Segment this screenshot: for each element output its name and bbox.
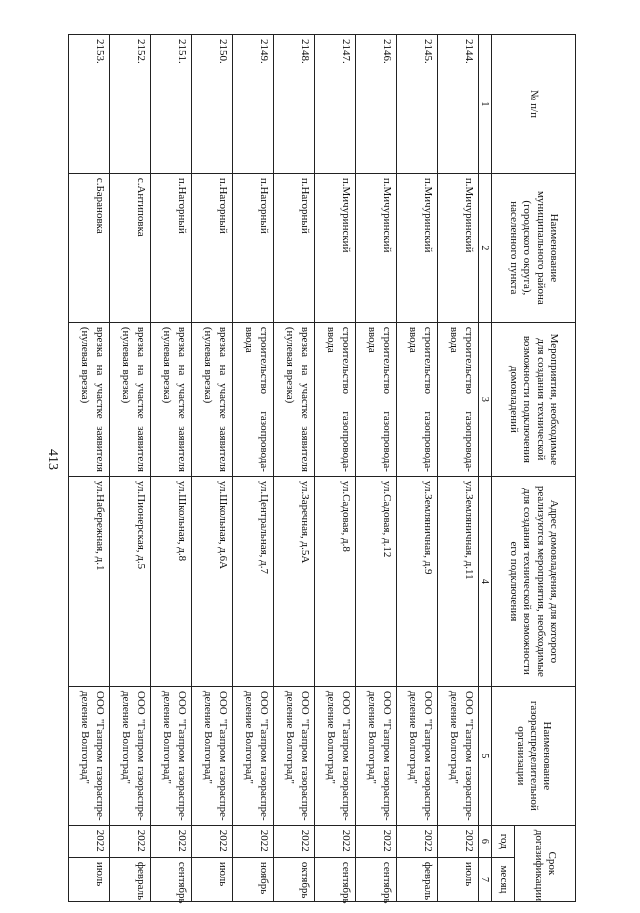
column-number: 2 <box>479 173 492 322</box>
row-number: 2147. <box>315 35 356 174</box>
column-number: 4 <box>479 476 492 686</box>
column-number: 7 <box>479 857 492 901</box>
activity-cell: строительство газопровода-ввода <box>233 322 274 476</box>
organization-cell: ООО "Газпром газораспре-деление Волгоград" <box>356 686 397 825</box>
settlement-cell: п.Мичуринский <box>397 173 438 322</box>
year-cell: 2022 <box>110 825 151 857</box>
row-number: 2145. <box>397 35 438 174</box>
month-cell: сентябрь <box>356 857 397 901</box>
rotated-table-container <box>79 34 576 904</box>
header-deadline: Срок догазификации <box>515 825 576 901</box>
row-number: 2153. <box>69 35 110 174</box>
gasification-table <box>68 34 576 902</box>
settlement-cell: п.Мичуринский <box>315 173 356 322</box>
organization-cell: ООО "Газпром газораспре-деление Волгоград" <box>315 686 356 825</box>
organization-cell: ООО "Газпром газораспре-деление Волгоград" <box>438 686 479 825</box>
table-row <box>233 35 274 902</box>
table-row <box>192 35 233 902</box>
row-number: 2150. <box>192 35 233 174</box>
address-cell: ул.Земляничная, д.9 <box>397 476 438 686</box>
month-cell: июль <box>192 857 233 901</box>
year-cell: 2022 <box>192 825 233 857</box>
organization-cell: ООО "Газпром газораспре-деление Волгоград" <box>151 686 192 825</box>
organization-cell: ООО "Газпром газораспре-деление Волгоград" <box>274 686 315 825</box>
month-cell: сентябрь <box>315 857 356 901</box>
address-cell: ул.Школьная, д.6А <box>192 476 233 686</box>
month-cell: февраль <box>110 857 151 901</box>
address-cell: ул.Набережная, д.1 <box>69 476 110 686</box>
month-cell: февраль <box>397 857 438 901</box>
settlement-cell: п.Нагорный <box>192 173 233 322</box>
table-row <box>397 35 438 902</box>
month-cell: июль <box>438 857 479 901</box>
organization-cell: ООО "Газпром газораспре-деление Волгоград" <box>69 686 110 825</box>
year-cell: 2022 <box>397 825 438 857</box>
settlement-cell: п.Мичуринский <box>438 173 479 322</box>
row-number: 2146. <box>356 35 397 174</box>
settlement-cell: с.Антиповка <box>110 173 151 322</box>
activity-cell: строительство газопровода-ввода <box>356 322 397 476</box>
settlement-cell: п.Нагорный <box>151 173 192 322</box>
address-cell: ул.Центральная, д.7 <box>233 476 274 686</box>
row-number: 2151. <box>151 35 192 174</box>
year-cell: 2022 <box>438 825 479 857</box>
header-row <box>515 35 576 902</box>
year-cell: 2022 <box>356 825 397 857</box>
row-number: 2152. <box>110 35 151 174</box>
activity-cell: врезка на участке заявителя (нулевая врезка) <box>110 322 151 476</box>
header-address: Адрес домовладения, для которого реализуются мероприятия, необходимые для создания технической возможности его подключения <box>492 476 576 686</box>
row-number: 2144. <box>438 35 479 174</box>
month-cell: ноябрь <box>233 857 274 901</box>
month-cell: июль <box>69 857 110 901</box>
row-number: 2148. <box>274 35 315 174</box>
settlement-cell: п.Нагорный <box>274 173 315 322</box>
organization-cell: ООО "Газпром газораспре-деление Волгоград" <box>192 686 233 825</box>
activity-cell: строительство газопровода-ввода <box>315 322 356 476</box>
settlement-cell: п.Мичуринский <box>356 173 397 322</box>
header-activity: Мероприятия, необходимые для создания технической возможности подключения домовладений <box>492 322 576 476</box>
table-row <box>438 35 479 902</box>
header-settlement: Наименование муниципального района (городского округа), населенного пункта <box>492 173 576 322</box>
header-year: год <box>492 825 515 857</box>
year-cell: 2022 <box>151 825 192 857</box>
activity-cell: врезка на участке заявителя (нулевая врезка) <box>69 322 110 476</box>
table-body <box>69 35 576 902</box>
header-organization: Наименование газораспределительной организации <box>492 686 576 825</box>
year-cell: 2022 <box>274 825 315 857</box>
table-row <box>69 35 110 902</box>
year-cell: 2022 <box>315 825 356 857</box>
activity-cell: строительство газопровода-ввода <box>397 322 438 476</box>
organization-cell: ООО "Газпром газораспре-деление Волгоград" <box>397 686 438 825</box>
month-cell: октябрь <box>274 857 315 901</box>
settlement-cell: с.Барановка <box>69 173 110 322</box>
address-cell: ул.Садовая, д.8 <box>315 476 356 686</box>
activity-cell: врезка на участке заявителя (нулевая врезка) <box>151 322 192 476</box>
address-cell: ул.Земляничная, д.11 <box>438 476 479 686</box>
header-month: месяц <box>492 857 515 901</box>
page-number: 413 <box>45 449 60 470</box>
activity-cell: врезка на участке заявителя (нулевая врезка) <box>192 322 233 476</box>
table-row <box>110 35 151 902</box>
header-no: № п/п <box>492 35 576 174</box>
address-cell: ул.Пионерская, д.5 <box>110 476 151 686</box>
row-number: 2149. <box>233 35 274 174</box>
address-cell: ул.Заречная, д.5А <box>274 476 315 686</box>
table-row <box>315 35 356 902</box>
table-row <box>356 35 397 902</box>
month-cell: сентябрь <box>151 857 192 901</box>
address-cell: ул.Школьная, д.8 <box>151 476 192 686</box>
settlement-cell: п.Нагорный <box>233 173 274 322</box>
column-number: 3 <box>479 322 492 476</box>
year-cell: 2022 <box>233 825 274 857</box>
organization-cell: ООО "Газпром газораспре-деление Волгоград" <box>233 686 274 825</box>
activity-cell: строительство газопровода-ввода <box>438 322 479 476</box>
year-cell: 2022 <box>69 825 110 857</box>
address-cell: ул.Садовая, д.12 <box>356 476 397 686</box>
column-number: 5 <box>479 686 492 825</box>
column-number: 1 <box>479 35 492 174</box>
column-number: 6 <box>479 825 492 857</box>
table-row <box>274 35 315 902</box>
column-number-row <box>479 35 492 902</box>
table-row <box>151 35 192 902</box>
organization-cell: ООО "Газпром газораспре-деление Волгоград" <box>110 686 151 825</box>
activity-cell: врезка на участке заявителя (нулевая врезка) <box>274 322 315 476</box>
